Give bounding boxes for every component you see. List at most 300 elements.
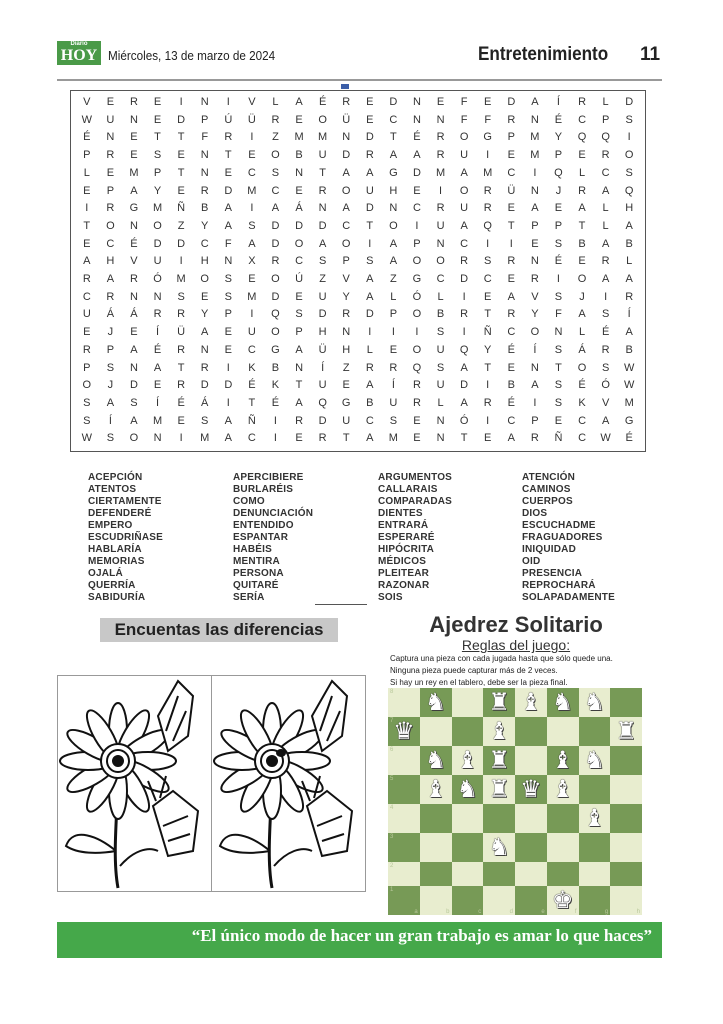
square-g6[interactable]	[579, 746, 611, 775]
square-b1[interactable]	[420, 886, 452, 915]
square-b7[interactable]	[420, 717, 452, 746]
grid-letter: Q	[554, 166, 563, 179]
grid-letter: D	[342, 149, 351, 162]
square-e3[interactable]	[515, 833, 547, 862]
square-c7[interactable]	[452, 717, 484, 746]
square-c1[interactable]	[452, 886, 484, 915]
grid-letter: E	[153, 113, 162, 126]
square-e4[interactable]	[515, 804, 547, 833]
grid-letter: O	[436, 255, 445, 268]
white-bishop-icon[interactable]: ♝	[551, 747, 574, 774]
rules-heading: Reglas del juego:	[461, 637, 571, 653]
square-f7[interactable]	[547, 717, 579, 746]
white-knight-icon[interactable]: ♞	[424, 747, 447, 774]
grid-letter: S	[625, 166, 633, 179]
grid-letter: A	[224, 202, 232, 215]
white-bishop-icon[interactable]: ♝	[424, 776, 447, 803]
square-e7[interactable]	[515, 717, 547, 746]
grid-letter: I	[415, 326, 419, 339]
grid-letter: I	[627, 131, 631, 144]
grid-letter: F	[484, 113, 492, 126]
grid-letter: Ú	[295, 273, 304, 285]
grid-letter: E	[484, 290, 492, 303]
grid-letter: R	[318, 184, 327, 197]
white-bishop-icon[interactable]: ♝	[520, 689, 542, 716]
grid-letter: B	[625, 343, 633, 356]
square-g1[interactable]	[579, 886, 611, 915]
grid-letter: N	[129, 219, 138, 232]
grid-letter: C	[412, 202, 421, 215]
grid-letter: T	[319, 166, 326, 179]
grid-letter: V	[342, 273, 350, 285]
grid-letter: S	[224, 273, 232, 285]
grid-letter: N	[200, 149, 209, 162]
grid-letter: V	[248, 96, 256, 108]
grid-letter: E	[153, 379, 162, 392]
grid-letter: L	[437, 396, 444, 409]
square-h6[interactable]	[610, 746, 642, 775]
square-f1[interactable]	[547, 886, 579, 915]
square-d7[interactable]	[483, 717, 515, 746]
grid-letter: E	[130, 149, 138, 162]
grid-letter: Í	[156, 326, 160, 339]
square-h4[interactable]	[610, 804, 642, 833]
grid-letter: U	[318, 379, 327, 392]
grid-letter: K	[248, 361, 256, 374]
grid-letter: E	[484, 432, 492, 445]
grid-letter: U	[318, 149, 327, 162]
white-knight-icon[interactable]: ♞	[583, 689, 606, 716]
grid-letter: M	[318, 131, 328, 144]
square-d2[interactable]	[483, 862, 515, 886]
square-g3[interactable]	[579, 833, 611, 862]
square-g4[interactable]	[579, 804, 611, 833]
grid-letter: A	[366, 379, 374, 392]
grid-letter: T	[578, 219, 586, 232]
grid-letter: Y	[554, 131, 563, 144]
grid-letter: O	[271, 149, 280, 162]
grid-letter: R	[365, 361, 374, 374]
square-h7[interactable]	[610, 717, 642, 746]
grid-letter: E	[248, 273, 256, 285]
grid-letter: S	[601, 308, 610, 321]
grid-letter: U	[436, 219, 445, 232]
grid-letter: F	[224, 237, 232, 250]
grid-letter: É	[554, 255, 563, 268]
grid-letter: E	[578, 149, 586, 162]
word-item: OID	[522, 556, 541, 567]
grid-letter: S	[83, 414, 91, 427]
grid-letter: O	[459, 131, 469, 144]
grid-letter: I	[604, 290, 608, 303]
word-item: DIENTES	[378, 508, 423, 519]
grid-letter: M	[152, 202, 163, 215]
grid-letter: R	[342, 96, 351, 108]
grid-letter: A	[342, 202, 350, 215]
grid-letter: E	[507, 361, 515, 374]
grid-letter: R	[507, 113, 516, 126]
word-item: ESCUCHADME	[522, 520, 596, 531]
grid-letter: L	[602, 219, 609, 232]
square-f4[interactable]	[547, 804, 579, 833]
square-f2[interactable]	[547, 862, 579, 886]
grid-letter: S	[224, 290, 232, 303]
grid-letter: F	[555, 308, 562, 321]
square-b2[interactable]	[420, 862, 452, 886]
square-a5[interactable]	[388, 775, 420, 804]
white-bishop-icon[interactable]: ♝	[488, 718, 510, 745]
grid-letter: R	[365, 149, 374, 162]
square-e6[interactable]	[515, 746, 547, 775]
square-c5[interactable]	[452, 775, 484, 804]
word-item: SERÍA	[233, 592, 265, 603]
grid-letter: I	[250, 131, 254, 144]
square-f8[interactable]	[547, 688, 579, 717]
grid-letter: Q	[483, 219, 492, 232]
grid-letter: L	[390, 290, 397, 303]
grid-letter: C	[460, 237, 469, 250]
grid-letter: E	[554, 414, 563, 427]
square-a2[interactable]	[388, 862, 420, 886]
file-label: f	[574, 909, 577, 915]
grid-letter: X	[248, 255, 256, 268]
rank-label: 3	[390, 834, 394, 840]
grid-letter: A	[366, 273, 374, 285]
grid-letter: E	[153, 96, 162, 108]
grid-letter: D	[318, 308, 327, 321]
word-item: SOIS	[378, 592, 403, 603]
grid-letter: S	[554, 379, 563, 392]
grid-letter: O	[271, 326, 280, 339]
grid-letter: B	[507, 379, 515, 392]
square-a3[interactable]	[388, 833, 420, 862]
grid-letter: R	[483, 202, 492, 215]
grid-letter: R	[436, 131, 445, 144]
grid-letter: Ñ	[177, 202, 186, 215]
square-e5[interactable]	[515, 775, 547, 804]
square-b8[interactable]	[420, 688, 452, 717]
white-knight-icon[interactable]: ♞	[583, 747, 606, 774]
grid-letter: J	[107, 326, 114, 339]
grid-letter: A	[625, 219, 633, 232]
page-number: 11	[640, 44, 661, 65]
grid-letter: T	[342, 432, 350, 445]
grid-letter: I	[486, 379, 490, 392]
grid-letter: E	[83, 326, 91, 339]
square-e1[interactable]	[515, 886, 547, 915]
square-d8[interactable]	[483, 688, 515, 717]
white-queen-icon[interactable]: ♛	[520, 776, 542, 803]
grid-letter: D	[507, 96, 516, 108]
grid-letter: S	[318, 255, 327, 268]
square-d6[interactable]	[483, 746, 515, 775]
white-bishop-icon[interactable]: ♝	[456, 747, 479, 774]
white-bishop-icon[interactable]: ♝	[583, 805, 606, 832]
grid-letter: R	[578, 96, 587, 108]
word-item: FRAGUADORES	[522, 532, 603, 543]
grid-letter: É	[507, 396, 515, 409]
grid-letter: R	[224, 131, 233, 144]
grid-letter: Q	[412, 361, 422, 374]
grid-letter: E	[507, 149, 515, 162]
grid-letter: N	[389, 202, 398, 215]
grid-letter: H	[389, 184, 398, 197]
grid-letter: C	[365, 414, 374, 427]
grid-letter: R	[200, 184, 209, 197]
grid-letter: W	[624, 361, 635, 374]
grid-letter: Í	[627, 308, 631, 321]
grid-letter: I	[250, 202, 254, 215]
grid-letter: C	[106, 237, 115, 250]
grid-letter: Q	[624, 184, 634, 197]
grid-letter: I	[368, 326, 372, 339]
grid-letter: A	[460, 396, 468, 409]
square-e2[interactable]	[515, 862, 547, 886]
square-g8[interactable]	[579, 688, 611, 717]
grid-letter: N	[436, 414, 445, 427]
grid-letter: C	[342, 219, 351, 232]
grid-letter: A	[413, 149, 421, 162]
grid-letter: Q	[459, 343, 469, 356]
white-king-icon[interactable]: ♚	[551, 887, 574, 914]
square-c3[interactable]	[452, 833, 484, 862]
grid-letter: I	[226, 96, 230, 108]
grid-letter: L	[626, 255, 633, 268]
square-e8[interactable]	[515, 688, 547, 717]
grid-letter: F	[460, 96, 468, 108]
white-rook-icon[interactable]: ♜	[615, 718, 637, 745]
white-queen-icon[interactable]: ♛	[393, 718, 415, 745]
grid-letter: Ñ	[247, 414, 256, 427]
word-item: OJALÁ	[88, 568, 123, 579]
square-c2[interactable]	[452, 862, 484, 886]
white-bishop-icon[interactable]: ♝	[551, 776, 574, 803]
grid-letter: E	[106, 166, 115, 179]
grid-letter: H	[106, 255, 115, 268]
grid-letter: N	[295, 361, 304, 374]
square-b5[interactable]	[420, 775, 452, 804]
square-a7[interactable]	[388, 717, 420, 746]
grid-letter: U	[82, 308, 91, 321]
grid-letter: B	[625, 237, 633, 250]
grid-letter: O	[389, 219, 398, 232]
word-item: ARGUMENTOS	[378, 472, 453, 483]
square-g7[interactable]	[579, 717, 611, 746]
grid-letter: I	[250, 308, 254, 321]
word-item: CALLARAIS	[378, 484, 438, 495]
grid-letter: W	[81, 432, 92, 445]
grid-letter: M	[176, 273, 186, 285]
square-g5[interactable]	[579, 775, 611, 804]
grid-letter: N	[436, 237, 445, 250]
grid-letter: A	[601, 414, 610, 427]
white-knight-icon[interactable]: ♞	[488, 834, 510, 861]
diario-hoy-logo	[57, 41, 101, 65]
grid-letter: N	[200, 343, 209, 356]
grid-letter: D	[153, 237, 162, 250]
grid-letter: N	[200, 166, 209, 179]
grid-letter: R	[436, 202, 445, 215]
grid-letter: M	[483, 166, 493, 179]
grid-letter: D	[625, 96, 634, 108]
grid-letter: P	[106, 343, 115, 356]
grid-letter: S	[366, 255, 374, 268]
grid-letter: C	[247, 166, 256, 179]
square-a1[interactable]	[388, 886, 420, 915]
square-c8[interactable]	[452, 688, 484, 717]
word-item: DEFENDERÉ	[88, 508, 152, 519]
grid-letter: R	[342, 308, 351, 321]
grid-letter: R	[601, 255, 610, 268]
grid-letter: P	[601, 113, 610, 126]
file-label: b	[446, 909, 450, 915]
grid-letter: D	[200, 379, 209, 392]
grid-letter: É	[554, 113, 563, 126]
grid-letter: E	[295, 184, 303, 197]
grid-letter: A	[366, 166, 374, 179]
grid-letter: R	[530, 432, 539, 445]
grid-letter: A	[366, 432, 374, 445]
file-label: d	[509, 909, 513, 915]
white-knight-icon[interactable]: ♞	[551, 689, 574, 716]
grid-letter: S	[83, 396, 91, 409]
grid-letter: Ü	[177, 326, 186, 339]
grid-letter: N	[106, 131, 115, 144]
square-a8[interactable]	[388, 688, 420, 717]
grid-letter: Q	[318, 396, 327, 409]
grid-letter: G	[624, 414, 634, 427]
square-a4[interactable]	[388, 804, 420, 833]
word-item: ENTENDIDO	[233, 520, 294, 531]
grid-letter: Q	[601, 131, 610, 144]
grid-letter: B	[271, 361, 280, 374]
grid-letter: C	[82, 290, 91, 303]
grid-letter: S	[177, 290, 185, 303]
square-f6[interactable]	[547, 746, 579, 775]
grid-letter: D	[365, 202, 374, 215]
grid-letter: I	[533, 396, 537, 409]
grid-letter: É	[153, 343, 162, 356]
grid-letter: A	[578, 308, 586, 321]
grid-letter: T	[366, 219, 374, 232]
grid-letter: É	[248, 379, 256, 392]
grid-letter: Á	[201, 396, 209, 409]
grid-letter: E	[554, 202, 563, 215]
square-b6[interactable]	[420, 746, 452, 775]
grid-letter: S	[436, 326, 445, 339]
grid-letter: R	[601, 343, 610, 356]
grid-letter: A	[224, 432, 232, 445]
square-d5[interactable]	[483, 775, 515, 804]
square-a6[interactable]	[388, 746, 420, 775]
grid-letter: T	[154, 131, 161, 144]
grid-letter: A	[531, 96, 539, 108]
grid-letter: J	[579, 290, 585, 303]
grid-letter: V	[531, 290, 539, 303]
grid-letter: C	[578, 432, 587, 445]
grid-letter: E	[83, 237, 91, 250]
grid-letter: S	[601, 361, 610, 374]
grid-letter: A	[106, 396, 115, 409]
white-rook-icon[interactable]: ♜	[488, 776, 510, 803]
grid-letter: R	[177, 308, 186, 321]
grid-letter: G	[483, 131, 492, 144]
grid-letter: E	[224, 343, 232, 356]
grid-letter: U	[436, 343, 445, 356]
grid-letter: B	[295, 149, 303, 162]
grid-letter: E	[507, 202, 515, 215]
grid-letter: N	[342, 326, 351, 339]
logo-small-text: Diario	[70, 41, 88, 47]
word-item: SABIDURÍA	[88, 592, 146, 603]
grid-letter: E	[106, 96, 115, 108]
square-b3[interactable]	[420, 833, 452, 862]
square-h2[interactable]	[610, 862, 642, 886]
file-label: a	[414, 909, 418, 915]
grid-letter: D	[177, 113, 186, 126]
square-b4[interactable]	[420, 804, 452, 833]
grid-letter: A	[224, 219, 232, 232]
grid-letter: I	[533, 166, 537, 179]
square-h1[interactable]	[610, 886, 642, 915]
white-knight-icon[interactable]: ♞	[456, 776, 479, 803]
white-rook-icon[interactable]: ♜	[488, 689, 510, 716]
grid-letter: E	[295, 432, 303, 445]
grid-letter: I	[462, 326, 466, 339]
square-g2[interactable]	[579, 862, 611, 886]
square-c6[interactable]	[452, 746, 484, 775]
word-item: REPROCHARÁ	[522, 580, 596, 591]
grid-letter: I	[226, 361, 230, 374]
square-c4[interactable]	[452, 804, 484, 833]
square-d1[interactable]	[483, 886, 515, 915]
grid-letter: A	[130, 184, 138, 197]
rank-label: 8	[390, 689, 394, 695]
grid-letter: K	[271, 379, 280, 392]
header-divider	[57, 79, 662, 81]
grid-letter: Y	[484, 343, 492, 356]
grid-letter: D	[271, 219, 280, 232]
grid-letter: R	[601, 149, 610, 162]
grid-letter: P	[224, 308, 232, 321]
white-rook-icon[interactable]: ♜	[488, 747, 510, 774]
grid-letter: R	[318, 432, 327, 445]
square-h3[interactable]	[610, 833, 642, 862]
grid-letter: Ü	[507, 184, 516, 197]
square-h8[interactable]	[610, 688, 642, 717]
differences-title: Encuentas las diferencias	[100, 618, 338, 642]
word-item: CAMINOS	[522, 484, 571, 495]
grid-letter: C	[436, 273, 445, 285]
grid-letter: A	[389, 255, 398, 268]
grid-letter: Ó	[459, 414, 469, 427]
square-f5[interactable]	[547, 775, 579, 804]
square-h5[interactable]	[610, 775, 642, 804]
grid-letter: I	[273, 414, 277, 427]
grid-letter: R	[129, 96, 138, 108]
grid-letter: O	[577, 273, 587, 285]
square-f3[interactable]	[547, 833, 579, 862]
grid-letter: L	[83, 166, 90, 179]
square-d3[interactable]	[483, 833, 515, 862]
word-item: ESPANTAR	[233, 532, 289, 543]
white-knight-icon[interactable]: ♞	[424, 689, 447, 716]
word-item: HIPÓCRITA	[378, 544, 435, 555]
grid-letter: M	[247, 290, 257, 303]
word-item: APERCIBIERE	[233, 472, 304, 483]
square-d4[interactable]	[483, 804, 515, 833]
grid-letter: S	[271, 166, 280, 179]
